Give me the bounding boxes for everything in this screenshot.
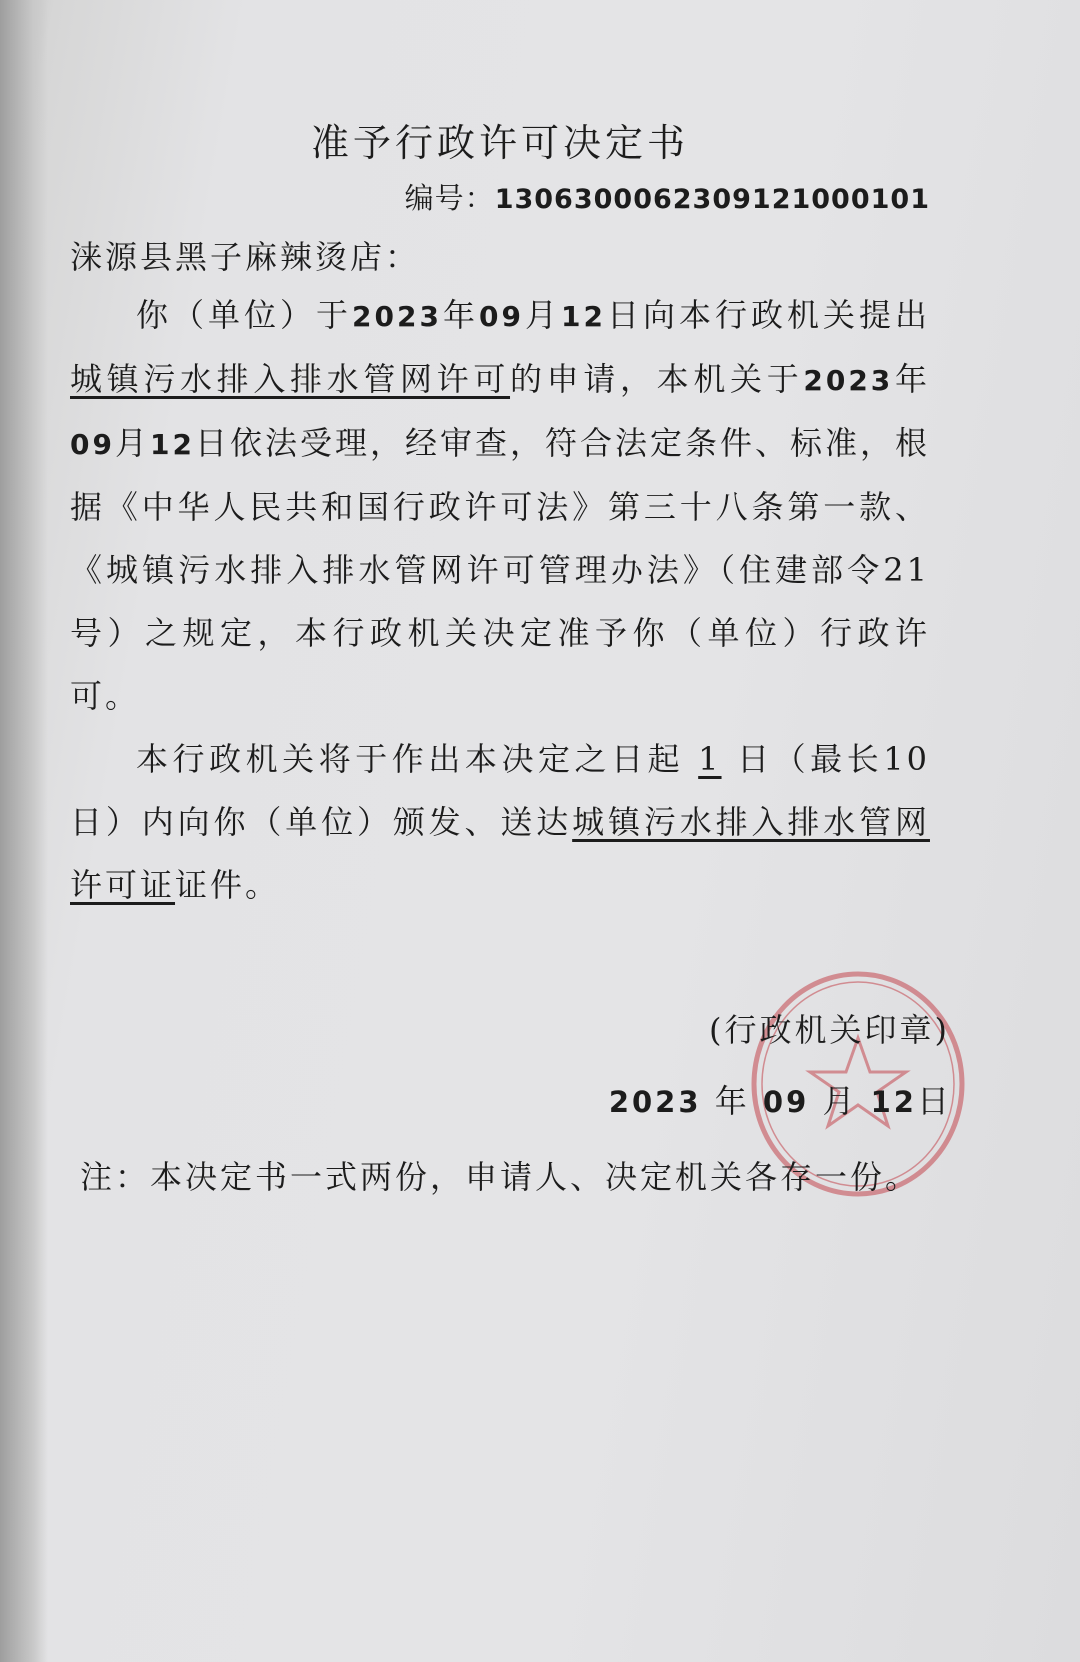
date-day-unit: 日 (916, 1082, 952, 1120)
date-year-unit: 年 (714, 1082, 750, 1120)
date-month: 09 (762, 1085, 810, 1119)
day-value: 12 (149, 428, 195, 461)
month-value: 09 (70, 428, 115, 461)
application-name: 城镇污水排入排水管网许可 (70, 360, 511, 398)
footnote: 注：本决定书一式两份，申请人、决定机关各存一份。 (80, 1158, 921, 1196)
certificate-name: 城镇污水排入排水管网许可证 (70, 803, 930, 904)
addressee: 涞源县黑子麻辣烫店： (70, 238, 421, 276)
month-value: 09 (478, 300, 524, 333)
text-segment: 你（单位）于 (136, 296, 353, 334)
stamp-label: (行政机关印章) (709, 1011, 950, 1049)
text-segment: 年 (441, 296, 479, 334)
paragraph-decision (70, 284, 930, 728)
text-segment: 日（最长10日）内向你（单位）颁发、送达 (70, 740, 930, 841)
date-month-unit: 月 (822, 1082, 858, 1120)
text-segment: 年 (893, 360, 930, 398)
document-body (70, 284, 930, 917)
number-label: 编号： (404, 181, 495, 215)
date-day: 12 (870, 1085, 917, 1119)
year-value: 2023 (352, 300, 442, 333)
day-value: 12 (560, 300, 606, 333)
days-value: 1 (698, 740, 722, 778)
year-value: 2023 (803, 364, 894, 397)
issue-date (609, 1076, 952, 1122)
document-title: 准予行政许可决定书 (310, 121, 689, 165)
number-value: 130630006230912100010​1 (494, 184, 930, 215)
text-segment: 的申请，本机关于 (510, 360, 804, 398)
text-segment: 月 (114, 424, 150, 462)
document-number (405, 176, 930, 217)
paragraph-issuance (70, 728, 930, 917)
binding-shadow (0, 0, 48, 1662)
text-segment: 月 (523, 296, 561, 334)
date-year: 2023 (608, 1085, 702, 1119)
text-segment: 本行政机关将于作出本决定之日起 (136, 740, 685, 778)
text-segment: 日向本行政机关提出 (605, 296, 930, 334)
text-segment: 日依法受理，经审查，符合法定条件、标准，根据《中华人民共和国行政许可法》第三十八条第一款、《城镇污水排入排水管网许可管理办法》（住建部令21号）之规定，本行政机关决定准予你（单位）行政许可。 (70, 424, 930, 715)
text-segment: 证件。 (175, 866, 281, 904)
